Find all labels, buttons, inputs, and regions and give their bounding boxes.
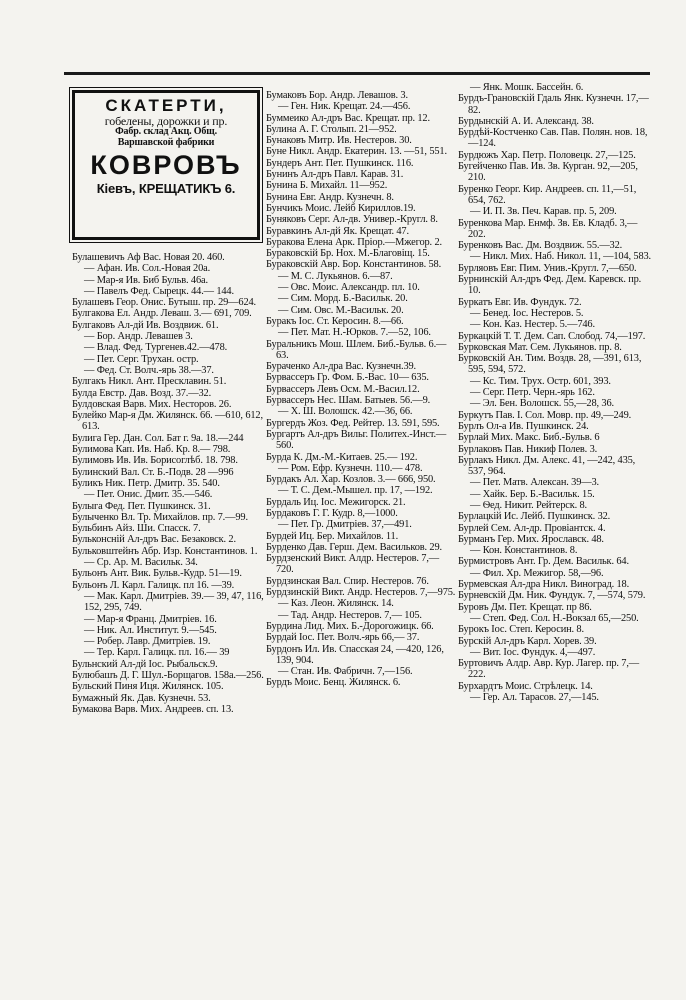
directory-entry: Бульконсній Ал-дръ Вас. Безаковск. 2. — [72, 534, 236, 546]
directory-entry: Булдовская Варв. Мих. Несторов. 26. — [72, 398, 232, 410]
directory-entry: — Овс. Моис. Александр. пл. 10. — [278, 282, 420, 294]
directory-entry: Бурдынскій А. И. Александ. 38. — [458, 115, 594, 127]
directory-entry: Буральникъ Мош. Шлем. Биб.-Бульв. 6.—63. — [266, 338, 447, 361]
directory-entry: Бурдзинскій Викт. Андр. Нестеров. 7,—975. — [266, 587, 456, 599]
directory-entry: Бурлаковъ Пав. Никиф Полев. 3. — [458, 443, 598, 455]
directory-entry: — Пет. Мат. Н.-Юрков. 7.—52, 106. — [278, 327, 431, 339]
directory-entry: Бундеръ Ант. Пет. Пушкинск. 116. — [266, 157, 414, 169]
directory-entry: — Павелъ Фед. Сырецк. 44.— 144. — [84, 285, 234, 297]
directory-entry: Буркутъ Пав. І. Сол. Мовр. пр. 49,—249. — [458, 409, 632, 421]
directory-entry: Бульнский Ал-дй Іос. Рыбальск.9. — [72, 658, 218, 670]
directory-entry: Бульонъ Л. Карл. Галицк. пл 16. —39. — [72, 579, 235, 591]
directory-entry: — Пет. Матв. Алексан. 39—3. — [470, 477, 600, 489]
directory-entry: — Влад. Фед. Тургенев.42.—478. — [84, 342, 228, 354]
directory-entry: Буликъ Ник. Петр. Дмитр. 35. 540. — [72, 477, 220, 489]
directory-entry: — Ром. Ефр. Кузнечн. 110.— 478. — [278, 462, 423, 474]
directory-list-1 — [72, 252, 264, 715]
directory-entry: — Кс. Тим. Трух. Остр. 601, 393. — [470, 375, 611, 387]
directory-entry: — Хайк. Бер. Б.-Васильк. 15. — [470, 488, 595, 500]
directory-entry: Бурдъ-Грановскій Гдаль Янк. Кузнечн. 17,—82. — [458, 93, 649, 116]
directory-entry: — Никл. Мих. Наб. Никол. 11, —104, 583. — [470, 251, 651, 263]
directory-entry: — Кон. Каз. Нестер. 5.—746. — [470, 319, 595, 331]
directory-entry: Бунинъ Ал-дръ Павл. Карав. 31. — [266, 169, 404, 181]
directory-entry: Бураковскій Бр. Нох. М.-Благовіщ. 15. — [266, 248, 430, 260]
directory-entry: Бунчикъ Моис. Лейб Кириллов.19. — [266, 202, 416, 214]
directory-entry: Бурлакъ Никл. Дм. Алекс. 41, —242, 435, 537, 964. — [458, 454, 636, 478]
directory-entry: — Эл. Бен. Волошск. 55,—28, 36. — [470, 398, 614, 410]
directory-entry: Бурдей Иц. Бер. Михайлов. 11. — [266, 530, 399, 542]
directory-entry: Буркатъ Евг. Ив. Фундук. 72. — [458, 296, 582, 308]
directory-entry: Бурокъ Іос. Степ. Керосин. 8. — [458, 624, 584, 636]
directory-entry: Булыга Фед. Пет. Пушкинск. 31. — [72, 500, 211, 512]
directory-entry: Бурлъ Ол-а Ив. Пушкинск. 24. — [458, 420, 589, 432]
directory-entry: — Каз. Леон. Жилянск. 14. — [278, 598, 394, 610]
directory-entry: Буркацкій Т. Т. Дем. Сап. Слобод. 74,—197. — [458, 330, 646, 342]
directory-entry: Бурневскій Дм. Ник. Фундук. 7, —574, 579. — [458, 590, 646, 602]
directory-entry: — Мак. Карл. Дмитріев. 39.— 39, 47, 116, 152, 295, 749. — [84, 590, 264, 614]
directory-entry: Бурмистровъ Ант. Гр. Дем. Васильк. 64. — [458, 556, 629, 568]
directory-entry: — Бор. Андр. Левашев 3. — [84, 331, 193, 343]
directory-entry: — Ср. Ар. М. Васильк. 34. — [84, 557, 198, 569]
ad-line-4: Варшавской фабрики — [117, 136, 215, 148]
directory-entry: Бурнинскій Ал-дръ Фед. Дем. Каревск. пр. 10. — [458, 274, 642, 297]
ad-line-5: КОВРОВЪ — [90, 150, 242, 181]
directory-entry: — Сим. Морд. Б.-Васильк. 20. — [278, 293, 408, 305]
directory-entry: — Пет. Онис. Дмит. 35.—546. — [84, 489, 213, 501]
directory-entry: Булюбашъ Д. Г. Шул.-Борщагов. 158а.—256. — [72, 669, 264, 681]
directory-entry: Буракова Елена Арк. Пріор.—Мжегор. 2. — [266, 236, 442, 248]
directory-entry: — Пет. Серг. Трухан. остр. — [84, 353, 199, 365]
directory-entry: Буренко Георг. Кир. Андреев. сп. 11,—51, 654, 762. — [458, 183, 637, 206]
directory-entry: Бурвассеръ Левъ Осм. М.-Васил.12. — [266, 383, 420, 395]
directory-entry: Бунина Б. Михайл. 11—952. — [266, 180, 388, 192]
ad-line-6: Кіевъ, КРЕЩАТИКЪ 6. — [96, 180, 236, 196]
directory-entry: Бурденко Дав. Герш. Дем. Васильков. 29. — [266, 541, 442, 553]
directory-entry: Бурлай Мих. Макс. Биб.-Бульв. 6 — [458, 432, 600, 444]
directory-entry: Бурдина Лид. Мих. Б.-Дорогожицк. 66. — [266, 620, 434, 632]
directory-entry: Буренковъ Вас. Дм. Воздвиж. 55.—32. — [458, 240, 623, 252]
directory-entry: — Фил. Хр. Межигор. 58,—96. — [470, 567, 604, 579]
directory-entry: — Гер. Ал. Тарасов. 27,—145. — [470, 692, 599, 704]
directory-entry: — М. С. Лукьянов. 6.—87. — [278, 270, 393, 282]
directory-entry: — Степ. Фед. Сол. Н.-Вокзал 65,—250. — [470, 612, 639, 624]
directory-entry: Бурляовъ Евг. Пим. Унив.-Кругл. 7,—650. — [458, 262, 637, 274]
directory-entry: Буренкова Мар. Енмф. Зв. Ев. Кладб. 3,—202. — [458, 217, 638, 240]
directory-entry: Булимова Кап. Ив. Наб. Кр. 8.— 798. — [72, 444, 231, 456]
directory-entry: — Тад. Андр. Нестеров. 7,— 105. — [278, 609, 422, 621]
directory-entry: — Афан. Ив. Сол.-Новая 20а. — [84, 263, 211, 275]
directory-entry: Бурдаль Иц. Іос. Межигорск. 21. — [266, 496, 406, 508]
directory-entry: Буракъ Іос. Ст. Керосин. 8.—66. — [266, 315, 404, 327]
directory-entry: Бунаковъ Митр. Ив. Нестеров. 30. — [266, 135, 412, 147]
directory-entry: Бургартъ Ал-дръ Вильг. Политех.-Инст.—560. — [266, 428, 447, 452]
directory-entry: Булашевичъ Аф Вас. Новая 20. 460. — [72, 252, 225, 263]
directory-entry: Булейко Мар-я Дм. Жилянск. 66. —610, 612, 613. — [72, 410, 263, 433]
directory-entry: Бумаковъ Бор. Андр. Левашов. 3. — [266, 90, 408, 101]
top-rule — [64, 72, 650, 75]
directory-entry: Бурманъ Гер. Мих. Ярославск. 48. — [458, 533, 604, 545]
directory-entry: — Янк. Мошк. Бассейн. 6. — [470, 82, 584, 93]
advertisement-box — [72, 90, 260, 240]
directory-entry: — Стан. Ив. Фабричн. 7,—156. — [278, 666, 413, 678]
directory-entry: — Кон. Константинов. 8. — [470, 545, 578, 557]
directory-list-3 — [458, 82, 654, 703]
directory-entry: Бульбинъ Айз. Ши. Спасск. 7. — [72, 523, 201, 535]
directory-entry: Бурдъ Моис. Бенц. Жилянск. 6. — [266, 677, 401, 689]
directory-entry: — Вит. Іос. Фундук. 4,—497. — [470, 646, 596, 658]
directory-entry: Бурлей Сем. Ал-др. Провіантск. 4. — [458, 522, 606, 534]
directory-entry: Бурдюжъ Хар. Петр. Половецк. 27,—125. — [458, 149, 636, 161]
directory-entry: Буняковъ Серг. Ал-дв. Универ.-Кругл. 8. — [266, 214, 438, 226]
directory-entry: — Тер. Карл. Галицк. пл. 16.— 39 — [84, 647, 230, 659]
directory-entry: — Ѳед. Никит. Рейтерск. 8. — [470, 499, 587, 511]
directory-entry: Бугейченко Пав. Ив. Зв. Курган. 92,—205, 210. — [458, 161, 638, 184]
directory-entry: Булига Гер. Дан. Сол. Бат г. 9а. 18.—244 — [72, 432, 244, 444]
directory-entry: Булина А. Г. Столып. 21—952. — [266, 123, 397, 135]
directory-entry: Бурмевская Ал-дра Никл. Виноград. 18. — [458, 579, 630, 591]
directory-entry: Буне Никл. Андр. Екатерин. 13. —51, 551. — [266, 146, 447, 158]
column-3 — [458, 82, 654, 703]
directory-entry: — Х. Ш. Волошск. 42.—36, 66. — [278, 406, 413, 418]
directory-entry: Бурдзенский Викт. Алдр. Нестеров. 7,—720. — [266, 553, 440, 576]
directory-entry: Бурвассеръ Гр. Фом. Б.-Вас. 10— 635. — [266, 372, 429, 384]
directory-entry: Бульский Пиня Иця. Жилянск. 105. — [72, 681, 224, 693]
directory-entry: Буровъ Дм. Пет. Крещат. пр 86. — [458, 601, 592, 613]
column-1 — [72, 90, 264, 715]
ad-line-3: Фабр. склад Акц. Общ. — [115, 126, 217, 138]
directory-entry: — Робер. Лавр. Дмитріев. 19. — [84, 636, 211, 648]
directory-entry: Бурвассеръ Нес. Шам. Батыев. 56.—9. — [266, 395, 431, 407]
directory-entry: Бурда К. Дм.-М.-Китаев. 25.— 192. — [266, 451, 418, 463]
directory-entry: Булыченко Вл. Тр. Михайлов. пр. 7.—99. — [72, 511, 248, 523]
directory-entry: Булашевъ Геор. Онис. Бутыш. пр. 29—624. — [72, 297, 257, 309]
ad-line-2: гобелены, дорожки и пр. — [104, 113, 228, 128]
directory-entry: Бульковштейнъ Абр. Изр. Константинов. 1. — [72, 545, 258, 557]
directory-entry: Буравкинъ Ал-дй Як. Крещат. 47. — [266, 225, 409, 237]
directory-entry: Бурдзинская Вал. Спир. Нестеров. 76. — [266, 575, 429, 587]
directory-entry: Булгакова Ел. Андр. Леваш. 3.— 691, 709. — [72, 308, 252, 320]
directory-entry: — Серг. Петр. Черн.-ярь 162. — [470, 387, 595, 399]
directory-entry: Буммеико Ал-дръ Вас. Крещат. пр. 12. — [266, 112, 430, 124]
directory-entry: Бурскій Ал-дръ Карл. Хорев. 39. — [458, 635, 597, 647]
directory-entry: — Пет. Гр. Дмитріев. 37,—491. — [278, 519, 412, 531]
directory-entry: Бурковская Мат. Сем. Лукьянов. пр. 8. — [458, 341, 622, 353]
directory-entry: — Мар-я Ив. Биб Бульв. 46а. — [84, 274, 208, 286]
directory-entry: — Фед. Ст. Волч.-ярь 38.—37. — [84, 364, 214, 376]
directory-entry: Бурдаковъ Г. Г. Кудр. 8,—1000. — [266, 507, 398, 519]
directory-entry: — Т. С. Дем.-Мышел. пр. 17, —192. — [278, 485, 433, 497]
directory-entry: Булгакъ Никл. Ант. Пресклавин. 51. — [72, 376, 227, 388]
directory-entry: Бумакова Варв. Мих. Андреев. сп. 13. — [72, 703, 234, 715]
ad-line-1: СКАТЕРТИ, — [105, 96, 227, 115]
directory-entry: Бураковскій Авр. Бор. Константинов. 58. — [266, 259, 442, 271]
directory-entry: — Ник. Ал. Институт. 9.—545. — [84, 624, 217, 636]
directory-entry: Бураченко Ал-дра Вас. Кузнечн.39. — [266, 361, 416, 373]
directory-entry: Булинский Вал. Ст. Б.-Подв. 28 —996 — [72, 466, 234, 478]
directory-entry: Бурлацкій Ис. Лейб. Пушкинск. 32. — [458, 511, 611, 523]
directory-entry: Булда Евстр. Дав. Возд. 37.—32. — [72, 387, 212, 399]
directory-list-2 — [266, 90, 456, 689]
directory-entry: Бургердъ Жоз. Фед. Рейтер. 13. 591, 595. — [266, 417, 440, 429]
directory-entry: — Бенед. Іос. Нестеров. 5. — [470, 307, 584, 319]
directory-entry: Бурхардтъ Моис. Стрѣлецк. 14. — [458, 680, 593, 692]
directory-entry: — Ген. Ник. Крещат. 24.—456. — [278, 101, 411, 113]
directory-entry: Булимовъ Ив. Ив. Борисоглѣб. 18. 798. — [72, 455, 238, 467]
directory-entry: — Сим. Овс. М.-Васильк. 20. — [278, 304, 404, 316]
directory-entry: Булгаковъ Ал-дй Ив. Воздвиж. 61. — [72, 319, 219, 331]
directory-entry: Бульонъ Ант. Вик. Бульв.-Кудр. 51—19. — [72, 568, 242, 580]
directory-entry: Бумажный Як. Дав. Кузнечн. 53. — [72, 692, 211, 704]
directory-entry: Бурдай Іос. Пет. Волч.-ярь 66,— 37. — [266, 632, 420, 644]
directory-entry: Бунина Евг. Андр. Кузнечн. 8. — [266, 191, 394, 203]
directory-entry: Бурковскій Ан. Тим. Воздв. 28, —391, 613, 595, 594, 572. — [458, 353, 642, 376]
directory-entry: — Мар-я Франц. Дмитріев. 16. — [84, 613, 217, 625]
directory-entry: Бурдѣй-Костченко Сав. Пав. Полян. нов. 18,—124. — [458, 127, 648, 150]
directory-entry: — И. П. Зв. Печ. Карав. пр. 5, 209. — [470, 206, 617, 218]
column-2 — [266, 90, 456, 689]
directory-entry: Бурдакъ Ал. Хар. Козлов. 3.— 666, 950. — [266, 474, 436, 486]
directory-entry: Буртовичъ Алдр. Авр. Кур. Лагер. пр. 7,—222. — [458, 658, 640, 681]
directory-entry: Бурдонъ Ил. Ив. Спасская 24, —420, 126, 139, 904. — [266, 643, 444, 666]
